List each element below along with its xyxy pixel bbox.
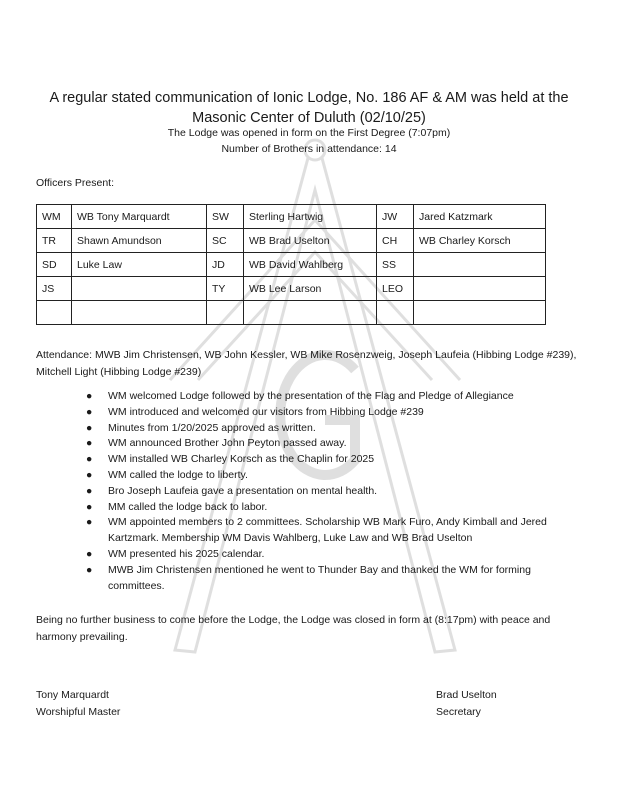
bullet-icon: ● <box>86 453 93 466</box>
officer-role-cell: JS <box>37 277 72 301</box>
list-item-text: Minutes from 1/20/2025 approved as written. <box>108 421 316 434</box>
officer-role-cell: SW <box>207 205 244 229</box>
officer-name-cell: WB Tony Marquardt <box>72 205 207 229</box>
bullet-icon: ● <box>86 547 93 560</box>
list-item <box>86 421 556 437</box>
officer-name-cell <box>244 301 377 325</box>
officer-name-cell: WB Brad Uselton <box>244 229 377 253</box>
officers-present-label: Officers Present: <box>36 177 115 189</box>
list-item <box>86 468 556 484</box>
officer-role-cell: TR <box>37 229 72 253</box>
officer-name-cell <box>72 301 207 325</box>
officer-role-cell: LEO <box>377 277 414 301</box>
list-item-text: MWB Jim Christensen mentioned he went to Thunder Bay and thanked the WM for forming committees. <box>108 563 531 592</box>
bullet-icon: ● <box>86 484 93 497</box>
officer-role-cell: SS <box>377 253 414 277</box>
list-item-text: WM appointed members to 2 committees. Scholarship WB Mark Furo, Andy Kimball and Jered Kartzmark. Membership WM Davis Wahlberg, Luke Law and WB Brad Uselton <box>108 516 547 545</box>
bullet-icon: ● <box>86 390 93 402</box>
officer-name-cell: WB Charley Korsch <box>414 229 546 253</box>
signature-title: Secretary <box>436 706 481 718</box>
list-item <box>86 547 556 563</box>
officer-role-cell: SC <box>207 229 244 253</box>
officer-name-cell: Jared Katzmark <box>414 205 546 229</box>
list-item <box>86 484 556 500</box>
officer-role-cell <box>377 301 414 325</box>
list-item-text: WM introduced and welcomed our visitors from Hibbing Lodge #239 <box>108 405 424 418</box>
list-item-text: WM called the lodge to liberty. <box>108 468 248 481</box>
document-title: A regular stated communication of Ionic Lodge, No. 186 AF & AM was held at the Masonic Center of Duluth (02/10/25) <box>49 90 569 126</box>
officer-role-cell: JW <box>377 205 414 229</box>
officer-name-cell <box>72 277 207 301</box>
bullet-icon: ● <box>86 563 93 576</box>
officer-name-cell: WB David Wahlberg <box>244 253 377 277</box>
officer-name-cell: WB Lee Larson <box>244 277 377 301</box>
officer-name-cell <box>414 253 546 277</box>
officer-name-cell: Sterling Hartwig <box>244 205 377 229</box>
bullet-icon: ● <box>86 500 93 513</box>
bullet-icon: ● <box>86 437 93 450</box>
list-item <box>86 500 556 516</box>
officers-row <box>37 301 546 325</box>
officers-table <box>36 204 546 325</box>
brothers-attendance-line: Number of Brothers in attendance: 14 <box>221 143 397 155</box>
officer-role-cell: SD <box>37 253 72 277</box>
list-item <box>86 452 556 468</box>
closing-paragraph: Being no further business to come before the Lodge, the Lodge was closed in form at (8:17pm) with peace and harmony prevailing. <box>36 614 551 643</box>
list-item-text: WM announced Brother John Peyton passed away. <box>108 437 347 450</box>
list-item <box>86 436 556 452</box>
signature-title: Worshipful Master <box>36 706 121 718</box>
list-item <box>86 515 556 547</box>
list-item <box>86 563 556 595</box>
list-item <box>86 405 556 421</box>
list-item-text: MM called the lodge back to labor. <box>108 500 268 513</box>
bullet-icon: ● <box>86 405 93 418</box>
officer-role-cell: JD <box>207 253 244 277</box>
list-item <box>86 389 556 405</box>
attendance-paragraph: Attendance: MWB Jim Christensen, WB John Kessler, WB Mike Rosenzweig, Joseph Laufeia (Hibbing Lodge #239), Mitchell Light (Hibbing Lodge #239) <box>36 349 577 378</box>
bullet-icon: ● <box>86 421 93 434</box>
officers-row <box>37 277 546 301</box>
list-item-text: Bro Joseph Laufeia gave a presentation on mental health. <box>108 484 378 497</box>
secretary-signature <box>436 687 497 721</box>
officer-role-cell <box>207 301 244 325</box>
bullet-icon: ● <box>86 468 93 481</box>
bullet-icon: ● <box>86 516 93 529</box>
officer-name-cell: Shawn Amundson <box>72 229 207 253</box>
officer-role-cell: CH <box>377 229 414 253</box>
officer-name-cell <box>414 277 546 301</box>
officers-row <box>37 253 546 277</box>
officers-row <box>37 229 546 253</box>
officer-name-cell: Luke Law <box>72 253 207 277</box>
officer-name-cell <box>414 301 546 325</box>
officer-role-cell: TY <box>207 277 244 301</box>
officers-row <box>37 205 546 229</box>
lodge-opened-line: The Lodge was opened in form on the First Degree (7:07pm) <box>167 127 451 139</box>
meeting-notes-list <box>86 389 556 594</box>
signature-name: Tony Marquardt <box>36 689 109 701</box>
list-item-text: WM installed WB Charley Korsch as the Chaplin for 2025 <box>108 453 375 466</box>
list-item-text: WM presented his 2025 calendar. <box>108 547 265 560</box>
worshipful-master-signature <box>36 687 120 721</box>
signature-name: Brad Uselton <box>436 689 497 701</box>
officer-role-cell: WM <box>37 205 72 229</box>
list-item-text: WM welcomed Lodge followed by the presentation of the Flag and Pledge of Allegiance <box>108 390 514 402</box>
officer-role-cell <box>37 301 72 325</box>
